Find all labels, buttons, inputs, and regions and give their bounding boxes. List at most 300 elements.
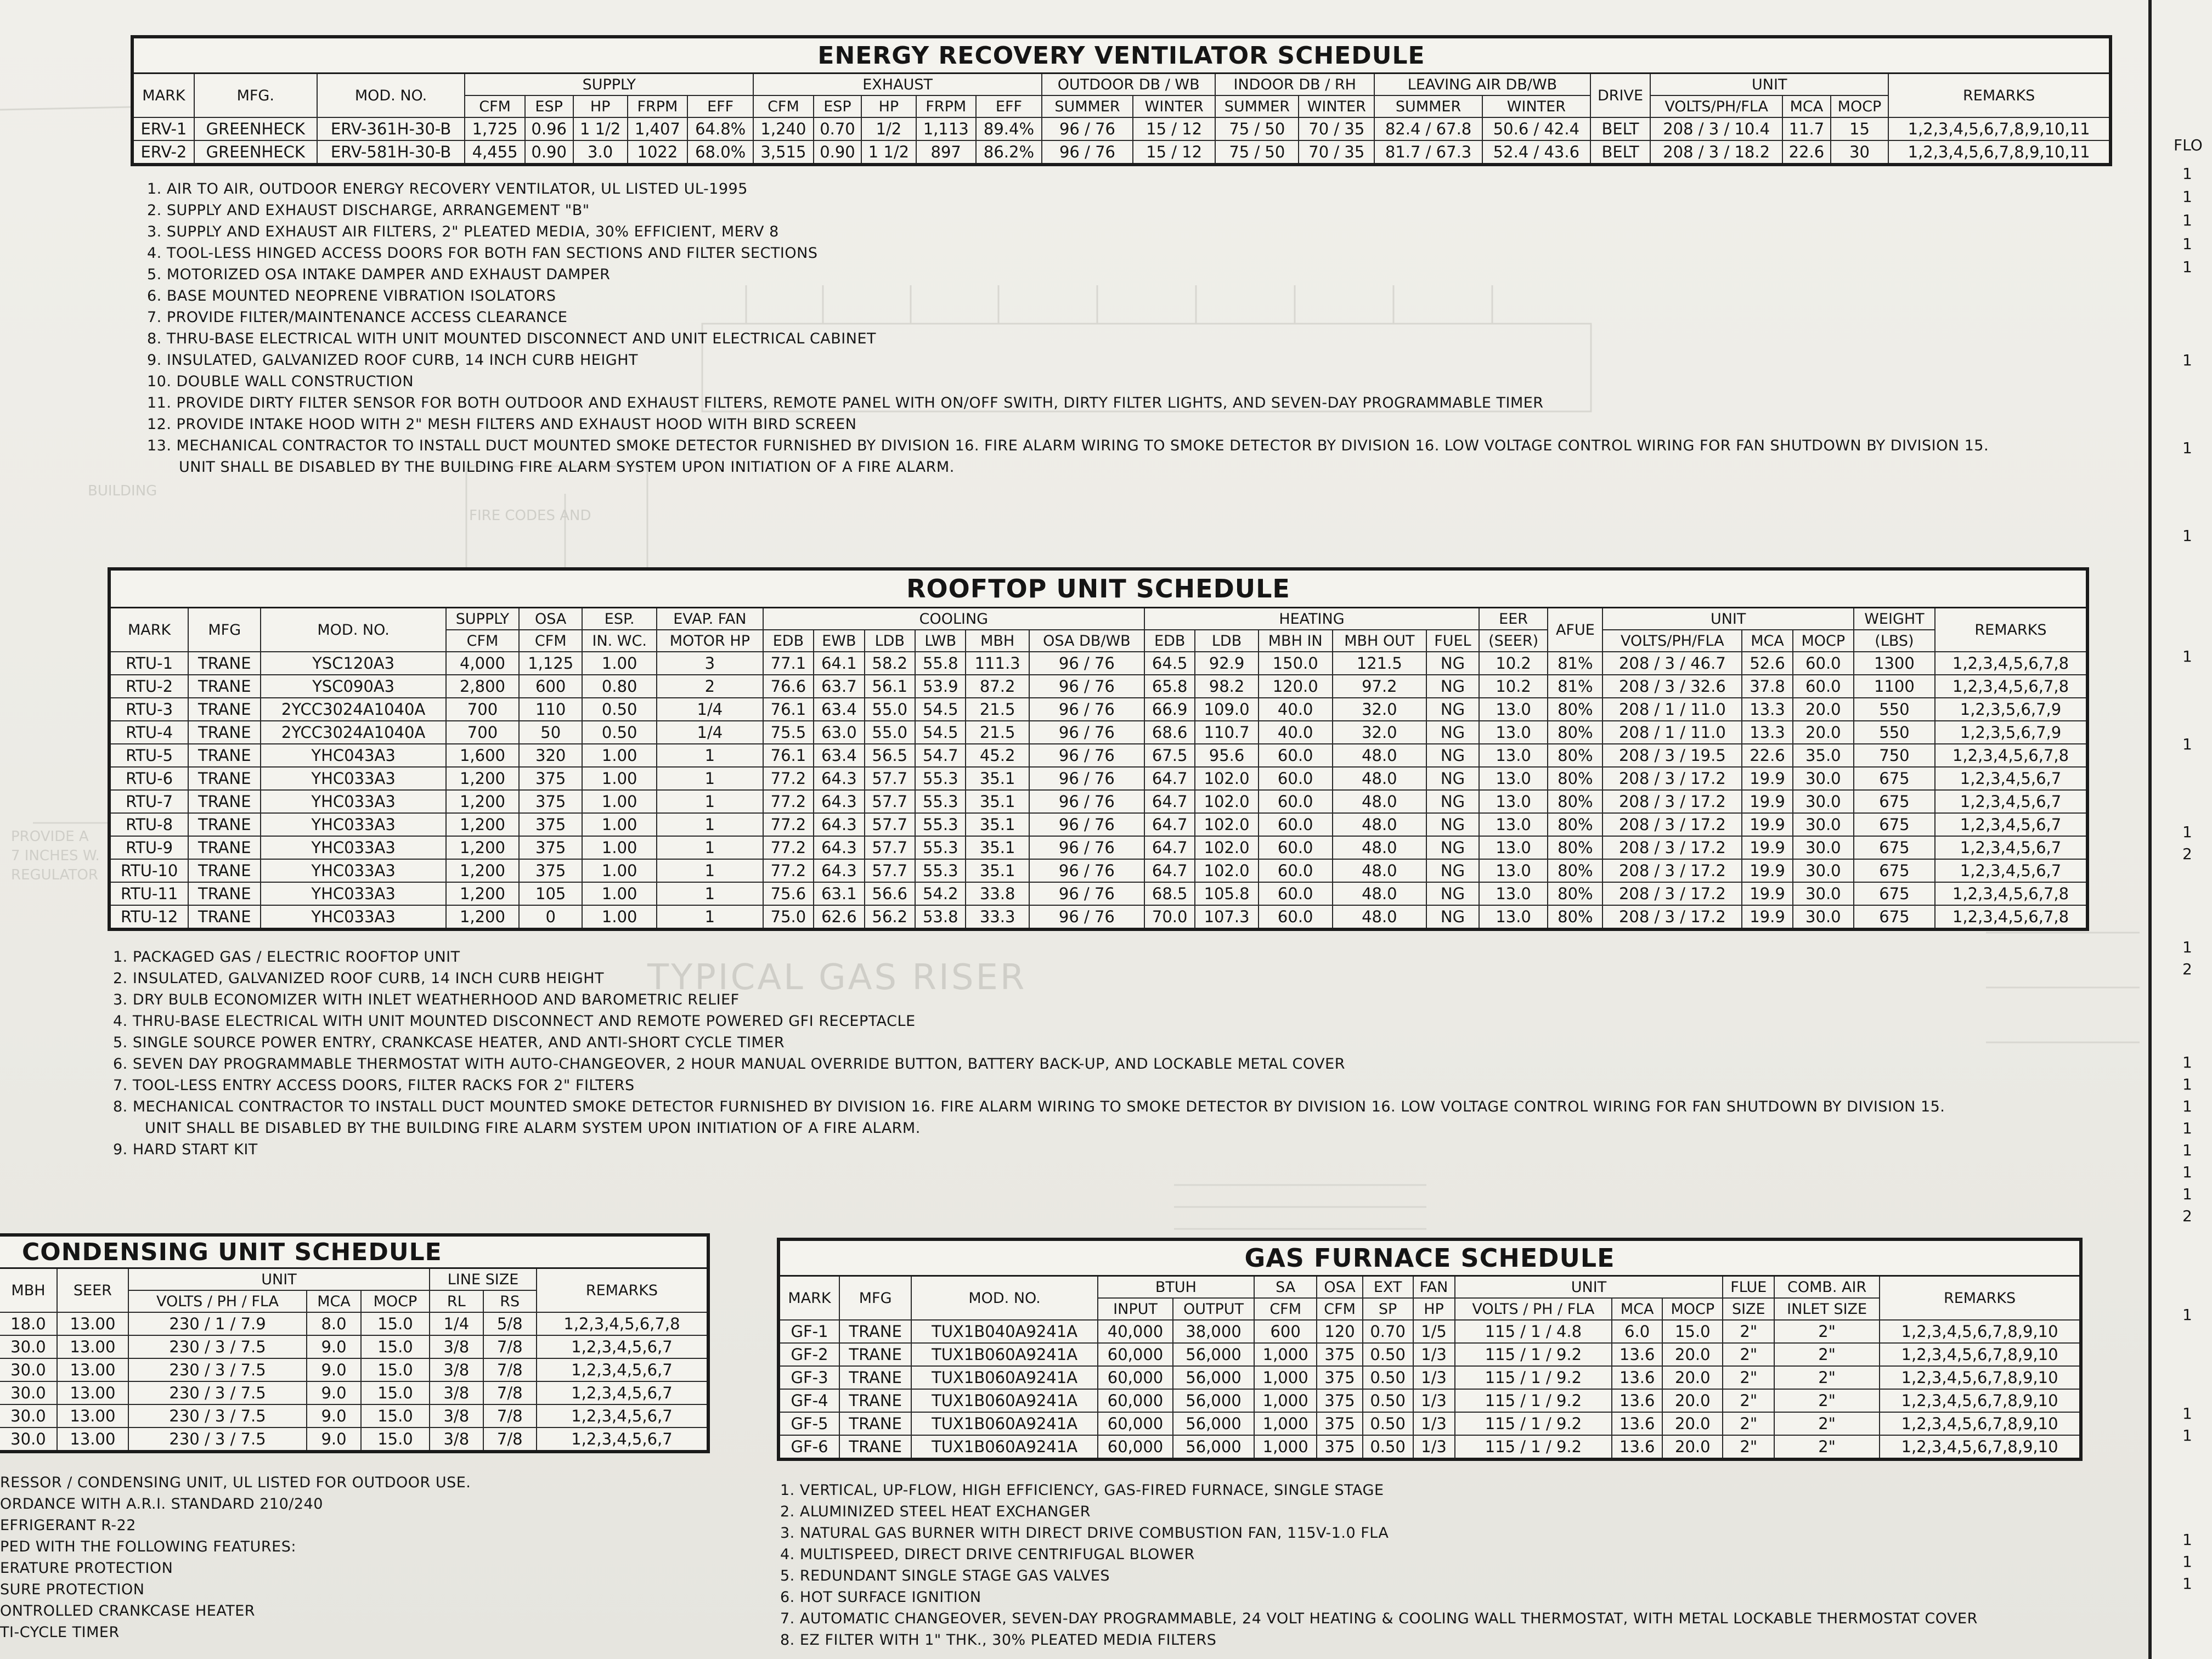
table-cell: 60,000 — [1098, 1412, 1173, 1435]
table-cell: 1,2,3,4,5,6,7,8,9,10 — [1880, 1435, 2081, 1459]
rtu-row — [109, 905, 2087, 929]
table-cell: 75.5 — [763, 721, 814, 744]
note-line: UNIT SHALL BE DISABLED BY THE BUILDING FIRE ALARM SYSTEM UPON INITIATION OF A FIRE ALARM. — [145, 1120, 921, 1137]
gf-col-mocp: MOCP — [1662, 1298, 1723, 1320]
table-cell: 1,000 — [1254, 1412, 1317, 1435]
table-cell: 7/8 — [483, 1381, 537, 1404]
table-cell: 230 / 3 / 7.5 — [128, 1404, 307, 1427]
cu-col-rs: RS — [483, 1290, 537, 1312]
right-column-number: 1 — [2182, 211, 2192, 229]
table-cell: 9.0 — [307, 1404, 361, 1427]
rtu-group-heating: HEATING — [1144, 608, 1479, 630]
table-cell: 56.5 — [865, 744, 915, 767]
right-column-number: 1 — [2182, 188, 2192, 206]
rtu-row — [109, 698, 2087, 721]
table-cell: 20.0 — [1662, 1343, 1723, 1366]
table-cell: 3/8 — [430, 1335, 483, 1358]
table-cell: 1,2,3,4,5,6,7,8,9,10 — [1880, 1320, 2081, 1343]
gf-col-sa-cfm: CFM — [1254, 1298, 1317, 1320]
table-cell: 1,2,3,5,6,7,9 — [1935, 721, 2087, 744]
table-cell: 1/4 — [657, 721, 763, 744]
table-cell: RTU-12 — [109, 905, 188, 929]
table-cell: YHC033A3 — [261, 767, 446, 790]
table-cell: 13.00 — [57, 1312, 128, 1335]
rtu-col-mfg: MFG — [188, 608, 261, 652]
table-cell: 77.2 — [763, 767, 814, 790]
table-cell: 20.0 — [1662, 1389, 1723, 1412]
table-cell: TUX1B060A9241A — [911, 1412, 1098, 1435]
table-cell: 56.1 — [865, 675, 915, 698]
table-cell: 1/4 — [657, 698, 763, 721]
table-cell: 13.0 — [1479, 698, 1548, 721]
table-cell: 70.0 — [1144, 905, 1195, 929]
table-cell: RTU-10 — [109, 859, 188, 882]
table-cell: 19.9 — [1742, 836, 1792, 859]
table-cell: NG — [1426, 675, 1479, 698]
erv-col-exhaust-cfm: CFM — [753, 95, 813, 117]
cu-schedule — [0, 1233, 710, 1643]
table-cell: 375 — [519, 767, 582, 790]
table-cell: 121.5 — [1333, 652, 1426, 675]
table-cell: 13.0 — [1479, 767, 1548, 790]
erv-col-outdoor-winter: WINTER — [1133, 95, 1215, 117]
rtu-group-cooling: COOLING — [763, 608, 1144, 630]
table-cell: BELT — [1590, 140, 1650, 165]
erv-col-mark: MARK — [132, 74, 194, 118]
table-cell: 0.50 — [1363, 1435, 1413, 1459]
table-cell: 675 — [1854, 790, 1935, 813]
erv-col-supply-cfm: CFM — [465, 95, 524, 117]
table-cell: 3/8 — [430, 1427, 483, 1452]
table-cell: 2" — [1723, 1435, 1774, 1459]
table-cell: 208 / 3 / 17.2 — [1602, 836, 1742, 859]
erv-col-drive: DRIVE — [1590, 74, 1650, 118]
table-cell: 1 — [657, 882, 763, 905]
table-cell: 230 / 3 / 7.5 — [128, 1335, 307, 1358]
table-cell: 60.0 — [1259, 836, 1333, 859]
table-cell: 63.7 — [814, 675, 864, 698]
rtu-row — [109, 675, 2087, 698]
table-cell: TRANE — [188, 767, 261, 790]
table-cell: 1 1/2 — [861, 140, 916, 165]
rtu-col-seer: (SEER) — [1479, 630, 1548, 652]
table-cell: 13.00 — [57, 1358, 128, 1381]
note-line: 2. INSULATED, GALVANIZED ROOF CURB, 14 INCH CURB HEIGHT — [113, 970, 605, 987]
table-cell: NG — [1426, 813, 1479, 836]
erv-col-leaving-winter: WINTER — [1482, 95, 1590, 117]
table-cell: 10.2 — [1479, 675, 1548, 698]
table-cell: 18.0 — [0, 1312, 57, 1335]
table-cell: 35.1 — [966, 859, 1029, 882]
table-cell: RTU-7 — [109, 790, 188, 813]
table-cell: 1.00 — [582, 790, 657, 813]
note-line: 8. THRU-BASE ELECTRICAL WITH UNIT MOUNTED DISCONNECT AND UNIT ELECTRICAL CABINET — [147, 330, 877, 347]
note-line: TI-CYCLE TIMER — [0, 1624, 120, 1641]
table-cell: 68.6 — [1144, 721, 1195, 744]
table-cell: YHC033A3 — [261, 790, 446, 813]
table-cell: 700 — [446, 721, 519, 744]
table-cell: NG — [1426, 790, 1479, 813]
table-cell: 1 — [657, 905, 763, 929]
table-cell: TRANE — [188, 652, 261, 675]
table-cell: YHC043A3 — [261, 744, 446, 767]
table-cell: 60,000 — [1098, 1435, 1173, 1459]
table-cell: 2" — [1774, 1366, 1880, 1389]
table-cell: 64.7 — [1144, 836, 1195, 859]
right-edge-schedule — [2148, 0, 2212, 1659]
note-line: 6. SEVEN DAY PROGRAMMABLE THERMOSTAT WITH AUTO-CHANGEOVER, 2 HOUR MANUAL OVERRIDE BUTTON, BATTERY BACK-UP, AND LOCKABLE METAL COVER — [113, 1056, 1345, 1073]
table-cell: 1/2 — [861, 117, 916, 140]
rtu-col-osa-cfm: CFM — [519, 630, 582, 652]
table-cell: 57.7 — [865, 790, 915, 813]
table-cell: 1/3 — [1413, 1343, 1455, 1366]
rtu-row — [109, 744, 2087, 767]
table-cell: 675 — [1854, 859, 1935, 882]
right-column-number: 2 — [2182, 1207, 2192, 1225]
table-cell: TRANE — [188, 859, 261, 882]
table-cell: 30.0 — [1793, 790, 1854, 813]
cu-col-mbh: MBH — [0, 1268, 57, 1313]
table-cell: 15.0 — [361, 1312, 430, 1335]
table-cell: 13.00 — [57, 1404, 128, 1427]
rtu-col-model: MOD. NO. — [261, 608, 446, 652]
table-cell: 13.6 — [1612, 1435, 1662, 1459]
table-cell: 208 / 3 / 17.2 — [1602, 767, 1742, 790]
table-cell: 0.50 — [1363, 1366, 1413, 1389]
table-cell: 13.0 — [1479, 721, 1548, 744]
gf-group-btuh: BTUH — [1098, 1276, 1254, 1299]
table-cell: 1,2,3,4,5,6,7,8,9,10 — [1880, 1343, 2081, 1366]
table-cell: 15.0 — [361, 1427, 430, 1452]
cu-row — [0, 1427, 708, 1452]
note-line: 4. TOOL-LESS HINGED ACCESS DOORS FOR BOTH FAN SECTIONS AND FILTER SECTIONS — [147, 245, 818, 262]
right-column-number: 1 — [2182, 1163, 2192, 1181]
gf-row — [778, 1320, 2081, 1343]
erv-notes — [147, 178, 2112, 478]
table-cell: 48.0 — [1333, 790, 1426, 813]
table-cell: 48.0 — [1333, 813, 1426, 836]
table-cell: TRANE — [839, 1435, 911, 1459]
table-cell: 52.6 — [1742, 652, 1792, 675]
table-cell: GF-4 — [778, 1389, 839, 1412]
table-cell: 64.8% — [687, 117, 753, 140]
table-cell: 9.0 — [307, 1335, 361, 1358]
table-cell: 102.0 — [1195, 836, 1258, 859]
cu-schedule-table — [0, 1233, 710, 1453]
table-cell: 56,000 — [1173, 1343, 1254, 1366]
table-cell: 20.0 — [1662, 1412, 1723, 1435]
table-cell: 110.7 — [1195, 721, 1258, 744]
right-column-number: 1 — [2182, 165, 2192, 183]
table-cell: YHC033A3 — [261, 859, 446, 882]
table-cell: TUX1B060A9241A — [911, 1343, 1098, 1366]
table-cell: 13.6 — [1612, 1366, 1662, 1389]
table-cell: 3/8 — [430, 1358, 483, 1381]
table-cell: 96 / 76 — [1029, 790, 1144, 813]
gf-col-osa-cfm: CFM — [1317, 1298, 1362, 1320]
table-cell: 1,200 — [446, 882, 519, 905]
table-cell: 30 — [1831, 140, 1888, 165]
right-column-number: 1 — [2182, 938, 2192, 956]
rtu-group-unit: UNIT — [1602, 608, 1853, 630]
table-cell: 19.9 — [1742, 905, 1792, 929]
table-cell: 208 / 3 / 19.5 — [1602, 744, 1742, 767]
cu-group-line-size: LINE SIZE — [430, 1268, 537, 1291]
right-column-number: 1 — [2182, 1553, 2192, 1571]
table-cell: 13.6 — [1612, 1412, 1662, 1435]
table-cell: BELT — [1590, 117, 1650, 140]
table-cell: GF-3 — [778, 1366, 839, 1389]
table-cell: 2,800 — [446, 675, 519, 698]
table-cell: 13.00 — [57, 1427, 128, 1452]
table-cell: 375 — [519, 859, 582, 882]
rtu-col-motor-hp: MOTOR HP — [657, 630, 763, 652]
note-line: 9. INSULATED, GALVANIZED ROOF CURB, 14 INCH CURB HEIGHT — [147, 352, 639, 369]
rtu-col-cool-ldb: LDB — [865, 630, 915, 652]
table-cell: 208 / 3 / 17.2 — [1602, 859, 1742, 882]
background-gas-riser-label: TYPICAL GAS RISER — [647, 957, 1027, 998]
table-cell: 1 — [657, 859, 763, 882]
table-cell: 30.0 — [0, 1358, 57, 1381]
cu-row — [0, 1358, 708, 1381]
table-cell: 60.0 — [1259, 905, 1333, 929]
table-cell: 1,000 — [1254, 1435, 1317, 1459]
table-cell: 0.80 — [582, 675, 657, 698]
table-cell: 1,2,3,4,5,6,7 — [1935, 813, 2087, 836]
table-cell: 1,2,3,4,5,6,7,8,9,10 — [1880, 1412, 2081, 1435]
table-cell: 1,2,3,4,5,6,7 — [1935, 836, 2087, 859]
table-cell: 77.2 — [763, 790, 814, 813]
table-cell: 675 — [1854, 882, 1935, 905]
note-line: 9. HARD START KIT — [113, 1141, 258, 1158]
right-column-number: 1 — [2182, 647, 2192, 665]
right-column-number: 1 — [2182, 527, 2192, 545]
rtu-col-evap: EVAP. FAN — [657, 608, 763, 630]
table-cell: NG — [1426, 859, 1479, 882]
table-cell: 0.50 — [1363, 1343, 1413, 1366]
table-cell: 22.6 — [1782, 140, 1831, 165]
table-cell: TRANE — [188, 882, 261, 905]
table-cell: 96 / 76 — [1029, 652, 1144, 675]
table-cell: RTU-11 — [109, 882, 188, 905]
gf-row — [778, 1343, 2081, 1366]
table-cell: 37.8 — [1742, 675, 1792, 698]
right-column-number: 2 — [2182, 845, 2192, 863]
erv-group-unit: UNIT — [1650, 74, 1888, 96]
table-cell: 64.7 — [1144, 790, 1195, 813]
erv-col-exhaust-esp: ESP — [814, 95, 862, 117]
table-cell: 208 / 1 / 11.0 — [1602, 721, 1742, 744]
table-cell: 56.2 — [865, 905, 915, 929]
table-cell: 33.8 — [966, 882, 1029, 905]
table-cell: 13.0 — [1479, 836, 1548, 859]
table-cell: 20.0 — [1793, 721, 1854, 744]
table-cell: 30.0 — [0, 1427, 57, 1452]
table-cell: 96 / 76 — [1029, 721, 1144, 744]
table-cell: 15.0 — [1662, 1320, 1723, 1343]
table-cell: 3.0 — [573, 140, 628, 165]
table-cell: 52.4 / 43.6 — [1482, 140, 1590, 165]
table-cell: 75 / 50 — [1215, 117, 1299, 140]
table-cell: 66.9 — [1144, 698, 1195, 721]
table-cell: 56,000 — [1173, 1412, 1254, 1435]
note-line: SURE PROTECTION — [0, 1581, 145, 1598]
table-cell: TUX1B060A9241A — [911, 1435, 1098, 1459]
erv-col-supply-hp: HP — [573, 95, 628, 117]
table-cell: 80% — [1548, 859, 1602, 882]
table-cell: 1,200 — [446, 790, 519, 813]
table-cell: 13.0 — [1479, 859, 1548, 882]
table-cell: 2" — [1723, 1343, 1774, 1366]
table-cell: 64.1 — [814, 652, 864, 675]
table-cell: 89.4% — [976, 117, 1042, 140]
rtu-col-cool-osa: OSA DB/WB — [1029, 630, 1144, 652]
table-cell: 50 — [519, 721, 582, 744]
table-cell: ERV-1 — [132, 117, 194, 140]
table-cell: 1,2,3,5,6,7,9 — [1935, 698, 2087, 721]
table-cell: RTU-5 — [109, 744, 188, 767]
rtu-col-heat-fuel: FUEL — [1426, 630, 1479, 652]
table-cell: 55.3 — [915, 836, 966, 859]
table-cell: 76.6 — [763, 675, 814, 698]
table-cell: 1,2,3,4,5,6,7,8 — [1935, 744, 2087, 767]
table-cell: 3/8 — [430, 1404, 483, 1427]
table-cell: NG — [1426, 836, 1479, 859]
table-cell: 6.0 — [1612, 1320, 1662, 1343]
gf-col-volts: VOLTS / PH / FLA — [1455, 1298, 1612, 1320]
table-cell: 375 — [1317, 1435, 1362, 1459]
table-cell: 1,000 — [1254, 1366, 1317, 1389]
table-cell: 60.0 — [1259, 882, 1333, 905]
right-column-number: 1 — [2182, 235, 2192, 253]
table-cell: TRANE — [839, 1343, 911, 1366]
table-cell: ERV-581H-30-B — [317, 140, 465, 165]
table-cell: 1.00 — [582, 836, 657, 859]
rtu-col-remarks: REMARKS — [1935, 608, 2087, 652]
right-column-number: 1 — [2182, 1075, 2192, 1093]
cu-row — [0, 1381, 708, 1404]
table-cell: 32.0 — [1333, 698, 1426, 721]
table-cell: 0.50 — [582, 721, 657, 744]
gf-col-mca: MCA — [1612, 1298, 1662, 1320]
table-cell: 80% — [1548, 721, 1602, 744]
table-cell: 68.5 — [1144, 882, 1195, 905]
table-cell: 82.4 / 67.8 — [1374, 117, 1482, 140]
table-cell: TUX1B040A9241A — [911, 1320, 1098, 1343]
rtu-col-heat-mbh-in: MBH IN — [1259, 630, 1333, 652]
table-cell: 58.2 — [865, 652, 915, 675]
table-cell: 57.7 — [865, 767, 915, 790]
gf-col-output: OUTPUT — [1173, 1298, 1254, 1320]
table-cell: 10.2 — [1479, 652, 1548, 675]
table-cell: 80% — [1548, 905, 1602, 929]
table-cell: 81% — [1548, 675, 1602, 698]
table-cell: 105.8 — [1195, 882, 1258, 905]
table-cell: 115 / 1 / 9.2 — [1455, 1366, 1612, 1389]
gf-schedule — [777, 1238, 2083, 1651]
table-cell: 2" — [1723, 1320, 1774, 1343]
background-label: REGULATOR — [11, 867, 98, 883]
rtu-col-unit-mca: MCA — [1742, 630, 1792, 652]
table-cell: 96 / 76 — [1029, 859, 1144, 882]
table-cell: 1,725 — [465, 117, 524, 140]
table-cell: NG — [1426, 905, 1479, 929]
table-cell: 67.5 — [1144, 744, 1195, 767]
table-cell: 1,2,3,4,5,6,7,8 — [537, 1312, 708, 1335]
table-cell: 208 / 3 / 17.2 — [1602, 882, 1742, 905]
table-cell: TRANE — [839, 1412, 911, 1435]
table-cell: 700 — [446, 698, 519, 721]
table-cell: 2" — [1774, 1343, 1880, 1366]
table-cell: YSC090A3 — [261, 675, 446, 698]
table-cell: 115 / 1 / 9.2 — [1455, 1343, 1612, 1366]
table-cell: 600 — [519, 675, 582, 698]
table-cell: 56,000 — [1173, 1389, 1254, 1412]
table-cell: 5/8 — [483, 1312, 537, 1335]
erv-col-supply-esp: ESP — [525, 95, 573, 117]
note-line: UNIT SHALL BE DISABLED BY THE BUILDING FIRE ALARM SYSTEM UPON INITIATION OF A FIRE ALARM. — [179, 459, 955, 476]
table-cell: 750 — [1854, 744, 1935, 767]
table-cell: 48.0 — [1333, 905, 1426, 929]
table-cell: 48.0 — [1333, 836, 1426, 859]
table-cell: NG — [1426, 744, 1479, 767]
cu-notes — [0, 1472, 710, 1643]
erv-row — [132, 140, 2111, 165]
table-cell: 3 — [657, 652, 763, 675]
note-line: 1. VERTICAL, UP-FLOW, HIGH EFFICIENCY, GAS-FIRED FURNACE, SINGLE STAGE — [780, 1482, 1384, 1499]
table-cell: 13.6 — [1612, 1389, 1662, 1412]
table-cell: 55.0 — [865, 721, 915, 744]
rtu-schedule-title: ROOFTOP UNIT SCHEDULE — [109, 569, 2087, 608]
table-cell: RTU-4 — [109, 721, 188, 744]
erv-schedule-table — [131, 35, 2112, 166]
table-cell: 1,200 — [446, 767, 519, 790]
table-cell: 35.1 — [966, 813, 1029, 836]
table-cell: 53.8 — [915, 905, 966, 929]
rtu-col-unit-mocp: MOCP — [1793, 630, 1854, 652]
table-cell: 15 / 12 — [1133, 140, 1215, 165]
table-cell: TRANE — [188, 675, 261, 698]
right-column-number: 1 — [2182, 1097, 2192, 1115]
table-cell: 13.6 — [1612, 1343, 1662, 1366]
table-cell: 60.0 — [1259, 859, 1333, 882]
table-cell: 600 — [1254, 1320, 1317, 1343]
table-cell: 1.00 — [582, 652, 657, 675]
rtu-col-cool-mbh: MBH — [966, 630, 1029, 652]
table-cell: 1,2,3,4,5,6,7,8 — [1935, 882, 2087, 905]
cu-schedule-title: CONDENSING UNIT SCHEDULE — [0, 1235, 708, 1268]
table-cell: ERV-361H-30-B — [317, 117, 465, 140]
table-cell: 1.00 — [582, 813, 657, 836]
table-cell: 1,2,3,4,5,6,7,8,9,10,11 — [1888, 117, 2111, 140]
cu-row — [0, 1335, 708, 1358]
table-cell: 208 / 3 / 18.2 — [1650, 140, 1782, 165]
table-cell: 2" — [1774, 1320, 1880, 1343]
table-cell: 1.00 — [582, 905, 657, 929]
table-cell: 1,2,3,4,5,6,7 — [1935, 767, 2087, 790]
gf-col-osa: OSA — [1317, 1276, 1362, 1299]
table-cell: 208 / 3 / 10.4 — [1650, 117, 1782, 140]
table-cell: 208 / 3 / 17.2 — [1602, 790, 1742, 813]
table-cell: 120.0 — [1259, 675, 1333, 698]
note-line: ERATURE PROTECTION — [0, 1560, 173, 1577]
gf-col-sa: SA — [1254, 1276, 1317, 1299]
table-cell: 1,200 — [446, 836, 519, 859]
table-cell: RTU-1 — [109, 652, 188, 675]
gf-notes — [780, 1480, 2083, 1651]
table-cell: 675 — [1854, 813, 1935, 836]
note-line: 7. AUTOMATIC CHANGEOVER, SEVEN-DAY PROGRAMMABLE, 24 VOLT HEATING & COOLING WALL THERMOSTAT, WITH METAL LOCKABLE THERMOSTAT COVER — [780, 1610, 1978, 1627]
